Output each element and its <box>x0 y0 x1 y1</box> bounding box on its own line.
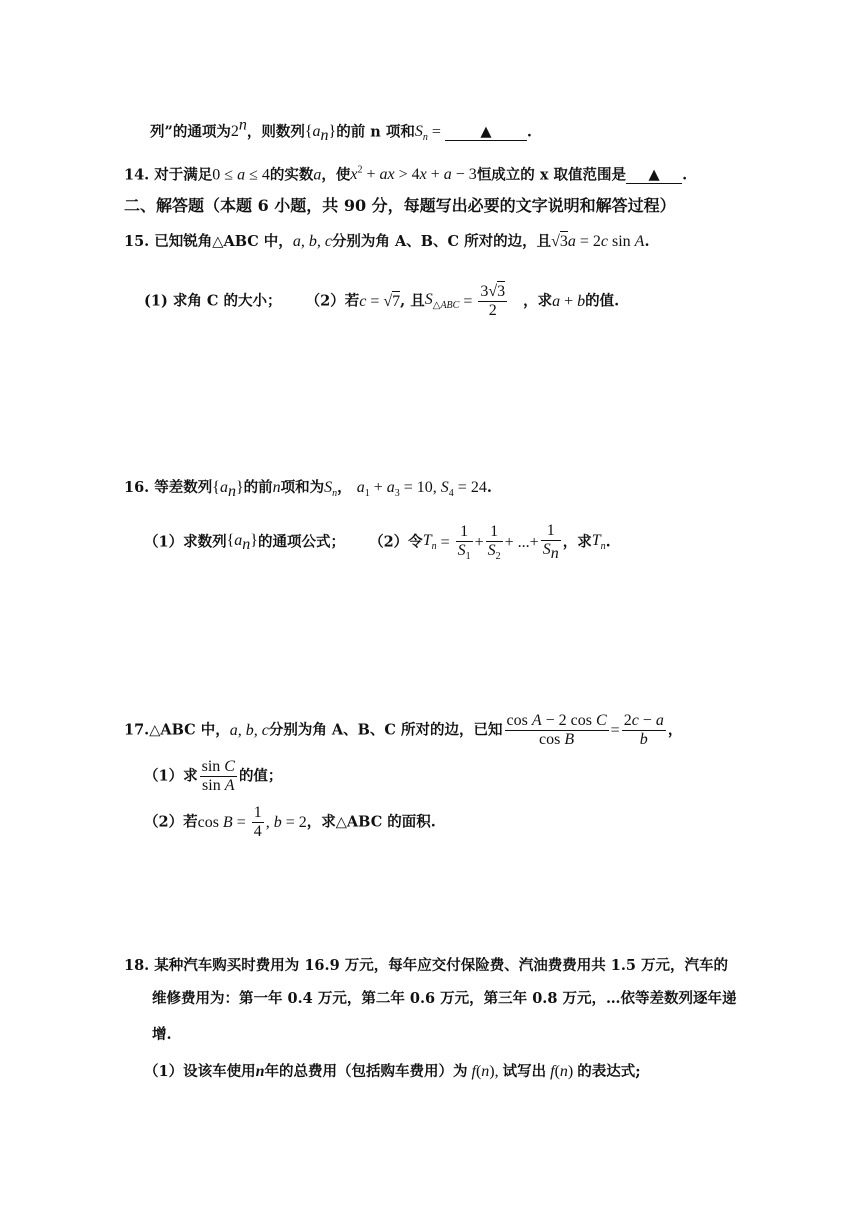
q17-fraction-left: $\frac{\text{cos A − 2 cos C}}{\text{cos B}}$ <box>506 712 607 749</box>
q15-part2-b: , 且 <box>400 292 425 310</box>
q13-marker: ▲ <box>480 124 492 141</box>
q15-end: . <box>644 233 650 250</box>
q14-text-c: ，使 <box>321 166 351 184</box>
q13-text-b: ，则数列 <box>246 123 305 141</box>
q16-fraction-s1: $\frac{1}{S_1}$ <box>457 522 471 563</box>
q16-formula-sn: $S_n$ <box>324 479 338 500</box>
q13-answer-blank <box>445 125 527 141</box>
q17-text-b: 分别为角 A、B、C 所对的边，已知 <box>268 721 503 739</box>
q17-part2-fraction: $\frac{1}{4}$ <box>253 804 262 841</box>
q16-text-b: 的前 <box>243 479 273 496</box>
q16-part2-b: ，求 <box>562 533 592 551</box>
q13-text-a: 列”的通项为 <box>150 123 231 141</box>
q15-line <box>124 234 650 250</box>
q16-part2-end: . <box>605 533 611 551</box>
section2-heading: 二、解答题（本题 6 小题，共 90 分，每题写出必要的文字说明和解答过程） <box>124 196 676 215</box>
q18-part1-n: n <box>255 1063 265 1080</box>
q17-formula-abc: a, b, c <box>229 721 269 739</box>
q15-text-a: 已知锐角△ABC 中， <box>154 233 293 250</box>
q18-line1 <box>124 959 728 974</box>
q14-marker: ▲ <box>648 167 660 184</box>
q14-formula-a: a <box>313 166 322 184</box>
q15-area-fraction: $\frac{3√3}{2}$ <box>480 283 506 320</box>
q16-part1-a: （1）求数列 <box>144 533 227 551</box>
q18-text-line1: 某种汽车购买时费用为 16.9 万元，每年应交付保险费、汽油费费用共 1.5 万元，汽车的 <box>154 957 729 974</box>
q17-end: ， <box>667 721 683 739</box>
q14-formula-range: 0 ≤ a ≤ 4 <box>212 166 270 184</box>
q18-formula-fn: f(n), <box>471 1063 503 1080</box>
q17-part1-b: 的值； <box>238 767 283 785</box>
q15-formula-area-label: $S_{\triangle ABC}$ <box>424 291 460 312</box>
q18-line3: 增. <box>152 1026 172 1043</box>
q13-text-c: 的前 n 项和 <box>336 123 415 141</box>
q13-end: . <box>526 123 532 141</box>
q14-formula-inequality: $x^2$ + ax > 4x + a − 3 <box>350 165 477 184</box>
q18-part1-b: 年的总费用（包括购车费用）为 <box>264 1063 468 1080</box>
q18-number: 18. <box>124 957 150 974</box>
q13-formula-an: $\{a_n\}$ <box>304 123 337 145</box>
q17-part1 <box>144 758 282 802</box>
q16-part1-b: 的通项公式； <box>257 533 345 551</box>
q17-fraction-right: $\frac{2c - a}{b}$ <box>623 712 664 749</box>
q16-formula-n: n <box>272 479 281 496</box>
q15-number: 15. <box>124 233 150 250</box>
q17-text-a: △ABC 中， <box>149 721 230 739</box>
q15-part1: (1) 求角 C 的大小； <box>144 292 282 310</box>
q16-text-a: 等差数列 <box>154 479 213 496</box>
q17-part2-a: （2）若 <box>144 813 198 831</box>
q13-formula-sn: $S_n$ <box>414 123 428 144</box>
q14-number: 14. <box>124 166 150 184</box>
q15-text-b: 分别为角 A、B、C 所对的边，且 <box>331 233 552 250</box>
q16-formula-conditions: $a_1 + a_3 = 10$, $S_4 = 24$ <box>356 479 487 500</box>
q16-end: . <box>486 479 492 496</box>
q17-part2 <box>144 804 436 848</box>
q16-fraction-s2: $\frac{1}{S_2}$ <box>487 522 501 563</box>
q17-number: 17. <box>124 721 150 739</box>
q14-text-b: 的实数 <box>269 166 314 184</box>
q16-text-c: 项和为 <box>280 479 325 496</box>
q16-part2-a: （2）令 <box>369 533 423 551</box>
q14-text-a: 对于满足 <box>154 166 213 184</box>
q16-formula-tn: $T_n$ <box>422 532 437 553</box>
q16-formula-tn-2: $T_n$ <box>591 532 606 553</box>
q18-line2: 维修费用为：第一年 0.4 万元，第二年 0.6 万元，第三年 0.8 万元，…依等差数列逐年递 <box>152 990 737 1007</box>
q15-part2-c: ，求 <box>523 292 553 310</box>
q18-part1-d: 的表达式; <box>577 1063 641 1080</box>
q15-parts: (1) 求角 C 的大小； （2）若c = √7, 且$S_{\triangle ABC}$ = $\frac{3√3}{2}$ ，求a + b的值. <box>144 283 620 320</box>
q14-text-d: 恒成立的 x 取值范围是 <box>476 166 627 184</box>
q16-parts: （1）求数列$\{a_n\}$的通项公式； （2）令$T_n$ = $\frac{1}{S_1}$ + $\frac{1}{S_2}$ + ...+ $\frac{1}{S_n}$ ，求$T_n$. <box>144 522 611 563</box>
q17-part2-b: ，求△ABC 的面积. <box>306 813 436 831</box>
q16-line <box>124 480 492 500</box>
q18-part1 <box>144 1064 641 1080</box>
q13-formula-2n: 2$^n$ <box>230 117 247 141</box>
q15-part2-d: 的值. <box>585 292 620 310</box>
q18-formula-fn-2: f(n) <box>550 1063 578 1080</box>
q14-line <box>124 166 687 184</box>
q17-formula-cosb: cos B = <box>197 813 250 831</box>
q15-formula-c: c = √7 <box>359 292 401 310</box>
q15-formula-condition: √3a = 2c sin A <box>551 233 645 250</box>
q13-tail-line: 列”的通项为2$^n$，则数列$\{a_n\}$的前 n 项和$S_n$ = ▲ . <box>150 117 532 145</box>
q15-formula-abc: a, b, c <box>292 233 332 250</box>
q18-part1-c: 试写出 <box>502 1063 547 1080</box>
q18-part1-a: （1）设该车使用 <box>144 1063 256 1080</box>
q17-part1-fraction: $\frac{\text{sin C}}{\text{sin A}}$ <box>201 758 235 795</box>
q16-part1-formula: $\{a_n\}$ <box>226 531 258 554</box>
q17-formula-b: , b = 2 <box>265 813 307 831</box>
q15-part2-a: （2）若 <box>305 292 360 310</box>
q15-formula-sum: a + b <box>552 292 586 310</box>
q16-fraction-sn: $\frac{1}{S_n}$ <box>542 522 559 563</box>
q16-text-d: ， <box>337 479 352 496</box>
q14-end: . <box>682 166 688 184</box>
q17-part1-a: （1）求 <box>144 767 198 785</box>
q17-line: 17.△ABC 中，a, b, c分别为角 A、B、C 所对的边，已知 $\frac{\text{cos A − 2 cos C}}{\text{cos B}}$ = $\frac{2c - a}{b}$ ， <box>124 712 683 749</box>
q16-number: 16. <box>124 479 150 496</box>
q16-formula-an: $\{a_n\}$ <box>212 479 244 501</box>
q14-answer-blank <box>626 168 682 184</box>
